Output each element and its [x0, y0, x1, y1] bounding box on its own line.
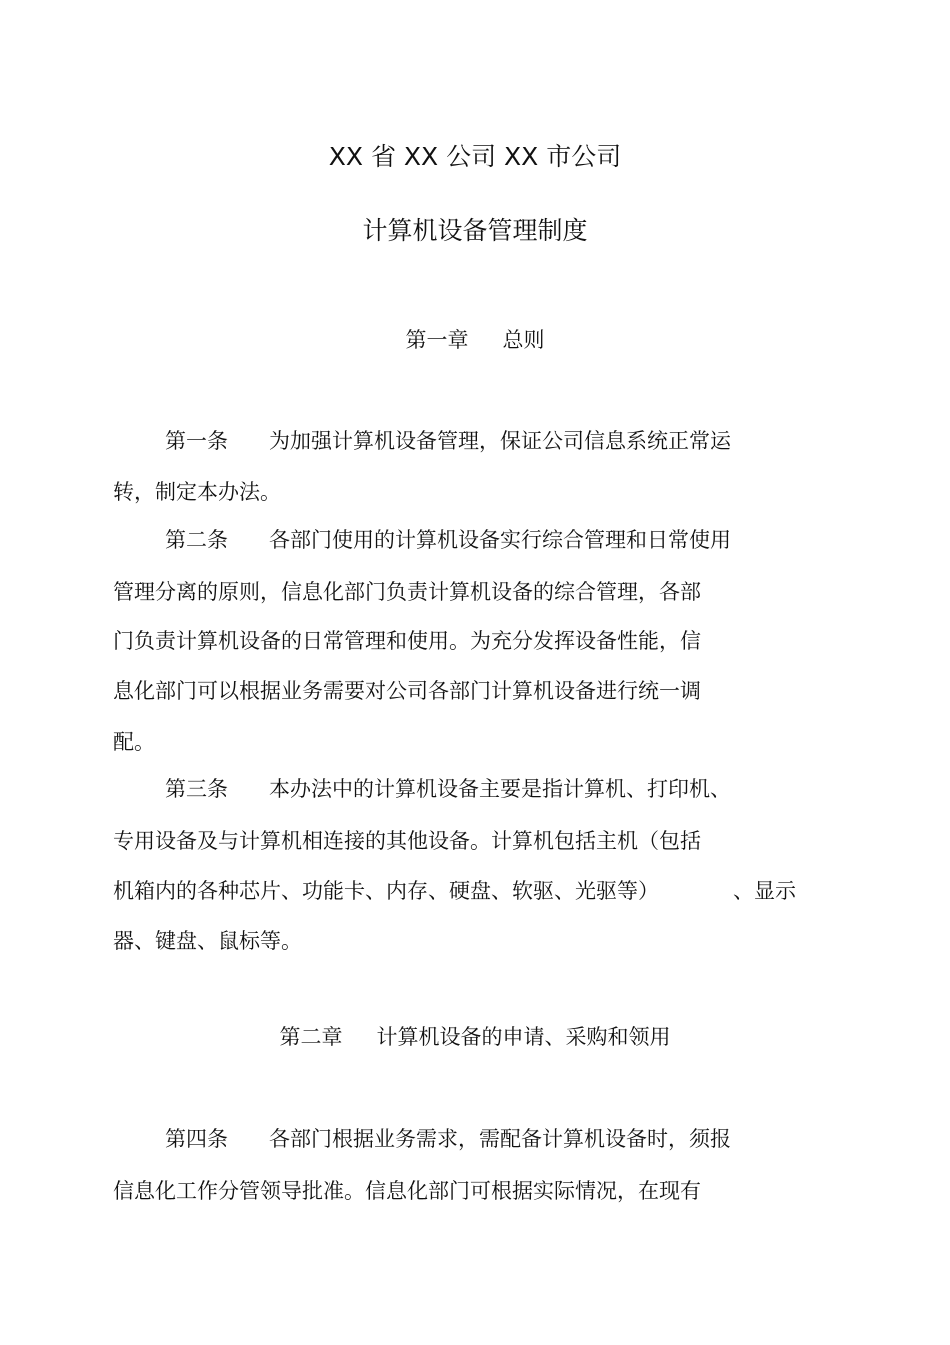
article-3-text-3a: 机箱内的各种芯片、功能卡、内存、硬盘、软驱、光驱等） — [113, 879, 659, 903]
article-2-label: 第二条 — [165, 528, 228, 552]
article-2-line-3: 门负责计算机设备的日常管理和使用。为充分发挥设备性能，信 — [113, 629, 701, 653]
article-3-line-2: 专用设备及与计算机相连接的其他设备。计算机包括主机（包括 — [113, 829, 701, 853]
chapter-2-heading — [0, 1022, 950, 1052]
article-3-label: 第三条 — [165, 777, 228, 801]
article-1-label: 第一条 — [165, 429, 228, 453]
article-2-line-2: 管理分离的原则，信息化部门负责计算机设备的综合管理，各部 — [113, 580, 701, 604]
article-3-line-3 — [113, 876, 796, 906]
article-4-line-1 — [165, 1124, 731, 1154]
article-4-line-2: 信息化工作分管领导批准。信息化部门可根据实际情况，在现有 — [113, 1179, 701, 1203]
article-4-text-1: 各部门根据业务需求，需配备计算机设备时，须报 — [269, 1127, 731, 1151]
article-3-line-1 — [165, 774, 731, 804]
article-2-line-1 — [165, 525, 731, 555]
article-2-line-5: 配。 — [113, 730, 155, 754]
article-3-text-1: 本办法中的计算机设备主要是指计算机、打印机、 — [269, 777, 731, 801]
chapter-1-name: 总则 — [502, 328, 545, 352]
article-2-line-4: 息化部门可以根据业务需要对公司各部门计算机设备进行统一调 — [113, 679, 701, 703]
article-1-line-1 — [165, 426, 731, 456]
chapter-2-number: 第二章 — [279, 1025, 343, 1049]
chapter-1-number: 第一章 — [405, 328, 469, 352]
document-title-line2: 计算机设备管理制度 — [362, 216, 588, 245]
article-4-label: 第四条 — [165, 1127, 228, 1151]
article-3-text-3b: 、显示 — [733, 879, 796, 903]
article-1-text-1: 为加强计算机设备管理，保证公司信息系统正常运 — [269, 429, 731, 453]
document-title-line1: XX 省 XX 公司 XX 市公司 — [328, 142, 622, 171]
article-2-text-1: 各部门使用的计算机设备实行综合管理和日常使用 — [269, 528, 731, 552]
article-1-line-2: 转，制定本办法。 — [113, 480, 281, 504]
chapter-1-heading — [0, 325, 950, 355]
chapter-2-name: 计算机设备的申请、采购和领用 — [376, 1025, 671, 1049]
article-3-line-4: 器、键盘、鼠标等。 — [113, 929, 302, 953]
